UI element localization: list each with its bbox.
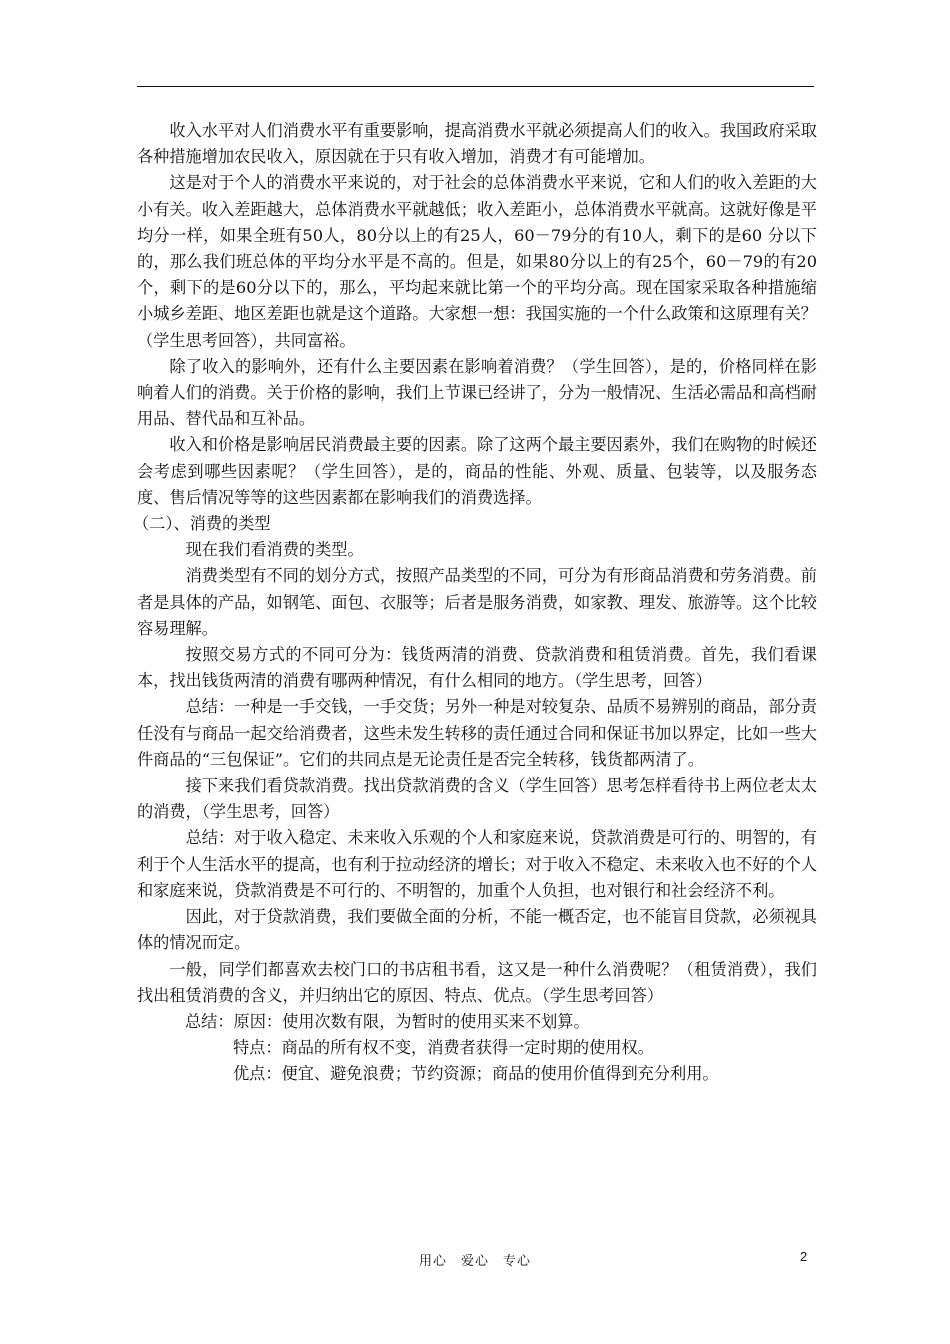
header-rule xyxy=(137,86,814,87)
paragraph-income-gap: 这是对于个人的消费水平来说的，对于社会的总体消费水平来说，它和人们的收入差距的大小有关。收入差距越大，总体消费水平就越低；收入差距小，总体消费水平就高。这就好像是平均分一样，如果全班有50人，80分以上的有25人，60－79分的有10人，剩下的是60 分以下的，那么我们班总体的平均分水平是不高的。但是，如果80分以上的有25个，60－79的有20个，剩下的是60分以下的，那么，平均起来就比第一个的平均分高。现在国家采取各种措施缩小城乡差距、地区差距也就是这个道路。大家想一想：我国实施的一个什么政策和这原理有关？（学生思考回答），共同富裕。 xyxy=(137,173,817,350)
paragraph-loan-consumption: 接下来我们看贷款消费。找出贷款消费的含义（学生回答）思考怎样看待书上两位老太太的消费，（学生思考，回答） xyxy=(137,776,817,822)
paragraph-loan-analysis: 因此，对于贷款消费，我们要做全面的分析，不能一概否定，也不能盲目贷款，必须视具体的情况而定。 xyxy=(137,907,817,953)
paragraph-price-influence: 除了收入的影响外，还有什么主要因素在影响着消费？（学生回答），是的，价格同样在影响着人们的消费。关于价格的影响，我们上节课已经讲了，分为一般情况、生活必需品和高档耐用品、替代品和互补品。 xyxy=(137,356,817,429)
paragraph-transaction-types: 按照交易方式的不同可分为：钱货两清的消费、贷款消费和租赁消费。首先，我们看课本，找出钱货两清的消费有哪两种情况，有什么相同的地方。（学生思考，回答） xyxy=(137,645,817,691)
paragraph-summary-loan: 总结：对于收入稳定、未来收入乐观的个人和家庭来说，贷款消费是可行的、明智的，有利于个人生活水平的提高，也有利于拉动经济的增长；对于收入不稳定、未来收入也不好的个人和家庭来说，贷款消费是不可行的、不明智的，加重个人负担，也对银行和社会经济不利。 xyxy=(137,828,817,900)
paragraph-consumption-types-intro: 现在我们看消费的类型。 xyxy=(185,540,364,560)
paragraph-summary-cash: 总结：一种是一手交钱，一手交货；另外一种是对较复杂、品质不易辨别的商品，部分责任没有与商品一起交给消费者，这些未发生转移的责任通过合同和保证书加以界定，比如一些大件商品的“三包保证”。它们的共同点是无论责任是否完全转移，钱货都两清了。 xyxy=(137,697,817,769)
paragraph-other-factors: 收入和价格是影响居民消费最主要的因素。除了这两个最主要因素外，我们在购物的时候还会考虑到哪些因素呢？（学生回答），是的，商品的性能、外观、质量、包装等，以及服务态度、售后情况等等的这些因素都在影响我们的消费选择。 xyxy=(137,435,817,507)
section-heading: （二）、消费的类型 xyxy=(133,514,271,534)
paragraph-product-types: 消费类型有不同的划分方式，按照产品类型的不同，可分为有形商品消费和劳务消费。前者是具体的产品，如钢笔、面包、衣服等；后者是服务消费，如家教、理发、旅游等。这个比较容易理解。 xyxy=(137,566,817,638)
paragraph-income-level: 收入水平对人们消费水平有重要影响，提高消费水平就必须提高人们的收入。我国政府采取各种措施增加农民收入，原因就在于只有收入增加，消费才有可能增加。 xyxy=(137,121,817,167)
footer-slogan: 用心 爱心 专心 xyxy=(418,1254,531,1269)
summary-features: 特点：商品的所有权不变，消费者获得一定时期的使用权。 xyxy=(233,1038,654,1058)
summary-reason: 总结：原因：使用次数有限，为暂时的使用买来不划算。 xyxy=(185,1011,590,1031)
page-number: 2 xyxy=(800,1249,808,1264)
paragraph-rental-consumption: 一般，同学们都喜欢去校门口的书店租书看，这又是一种什么消费呢？（租赁消费），我们找出租赁消费的含义，并归纳出它的原因、特点、优点。（学生思考回答） xyxy=(137,959,817,1005)
summary-advantages: 优点：便宜、避免浪费；节约资源；商品的使用价值得到充分利用。 xyxy=(233,1064,719,1084)
document-body xyxy=(133,118,817,1088)
